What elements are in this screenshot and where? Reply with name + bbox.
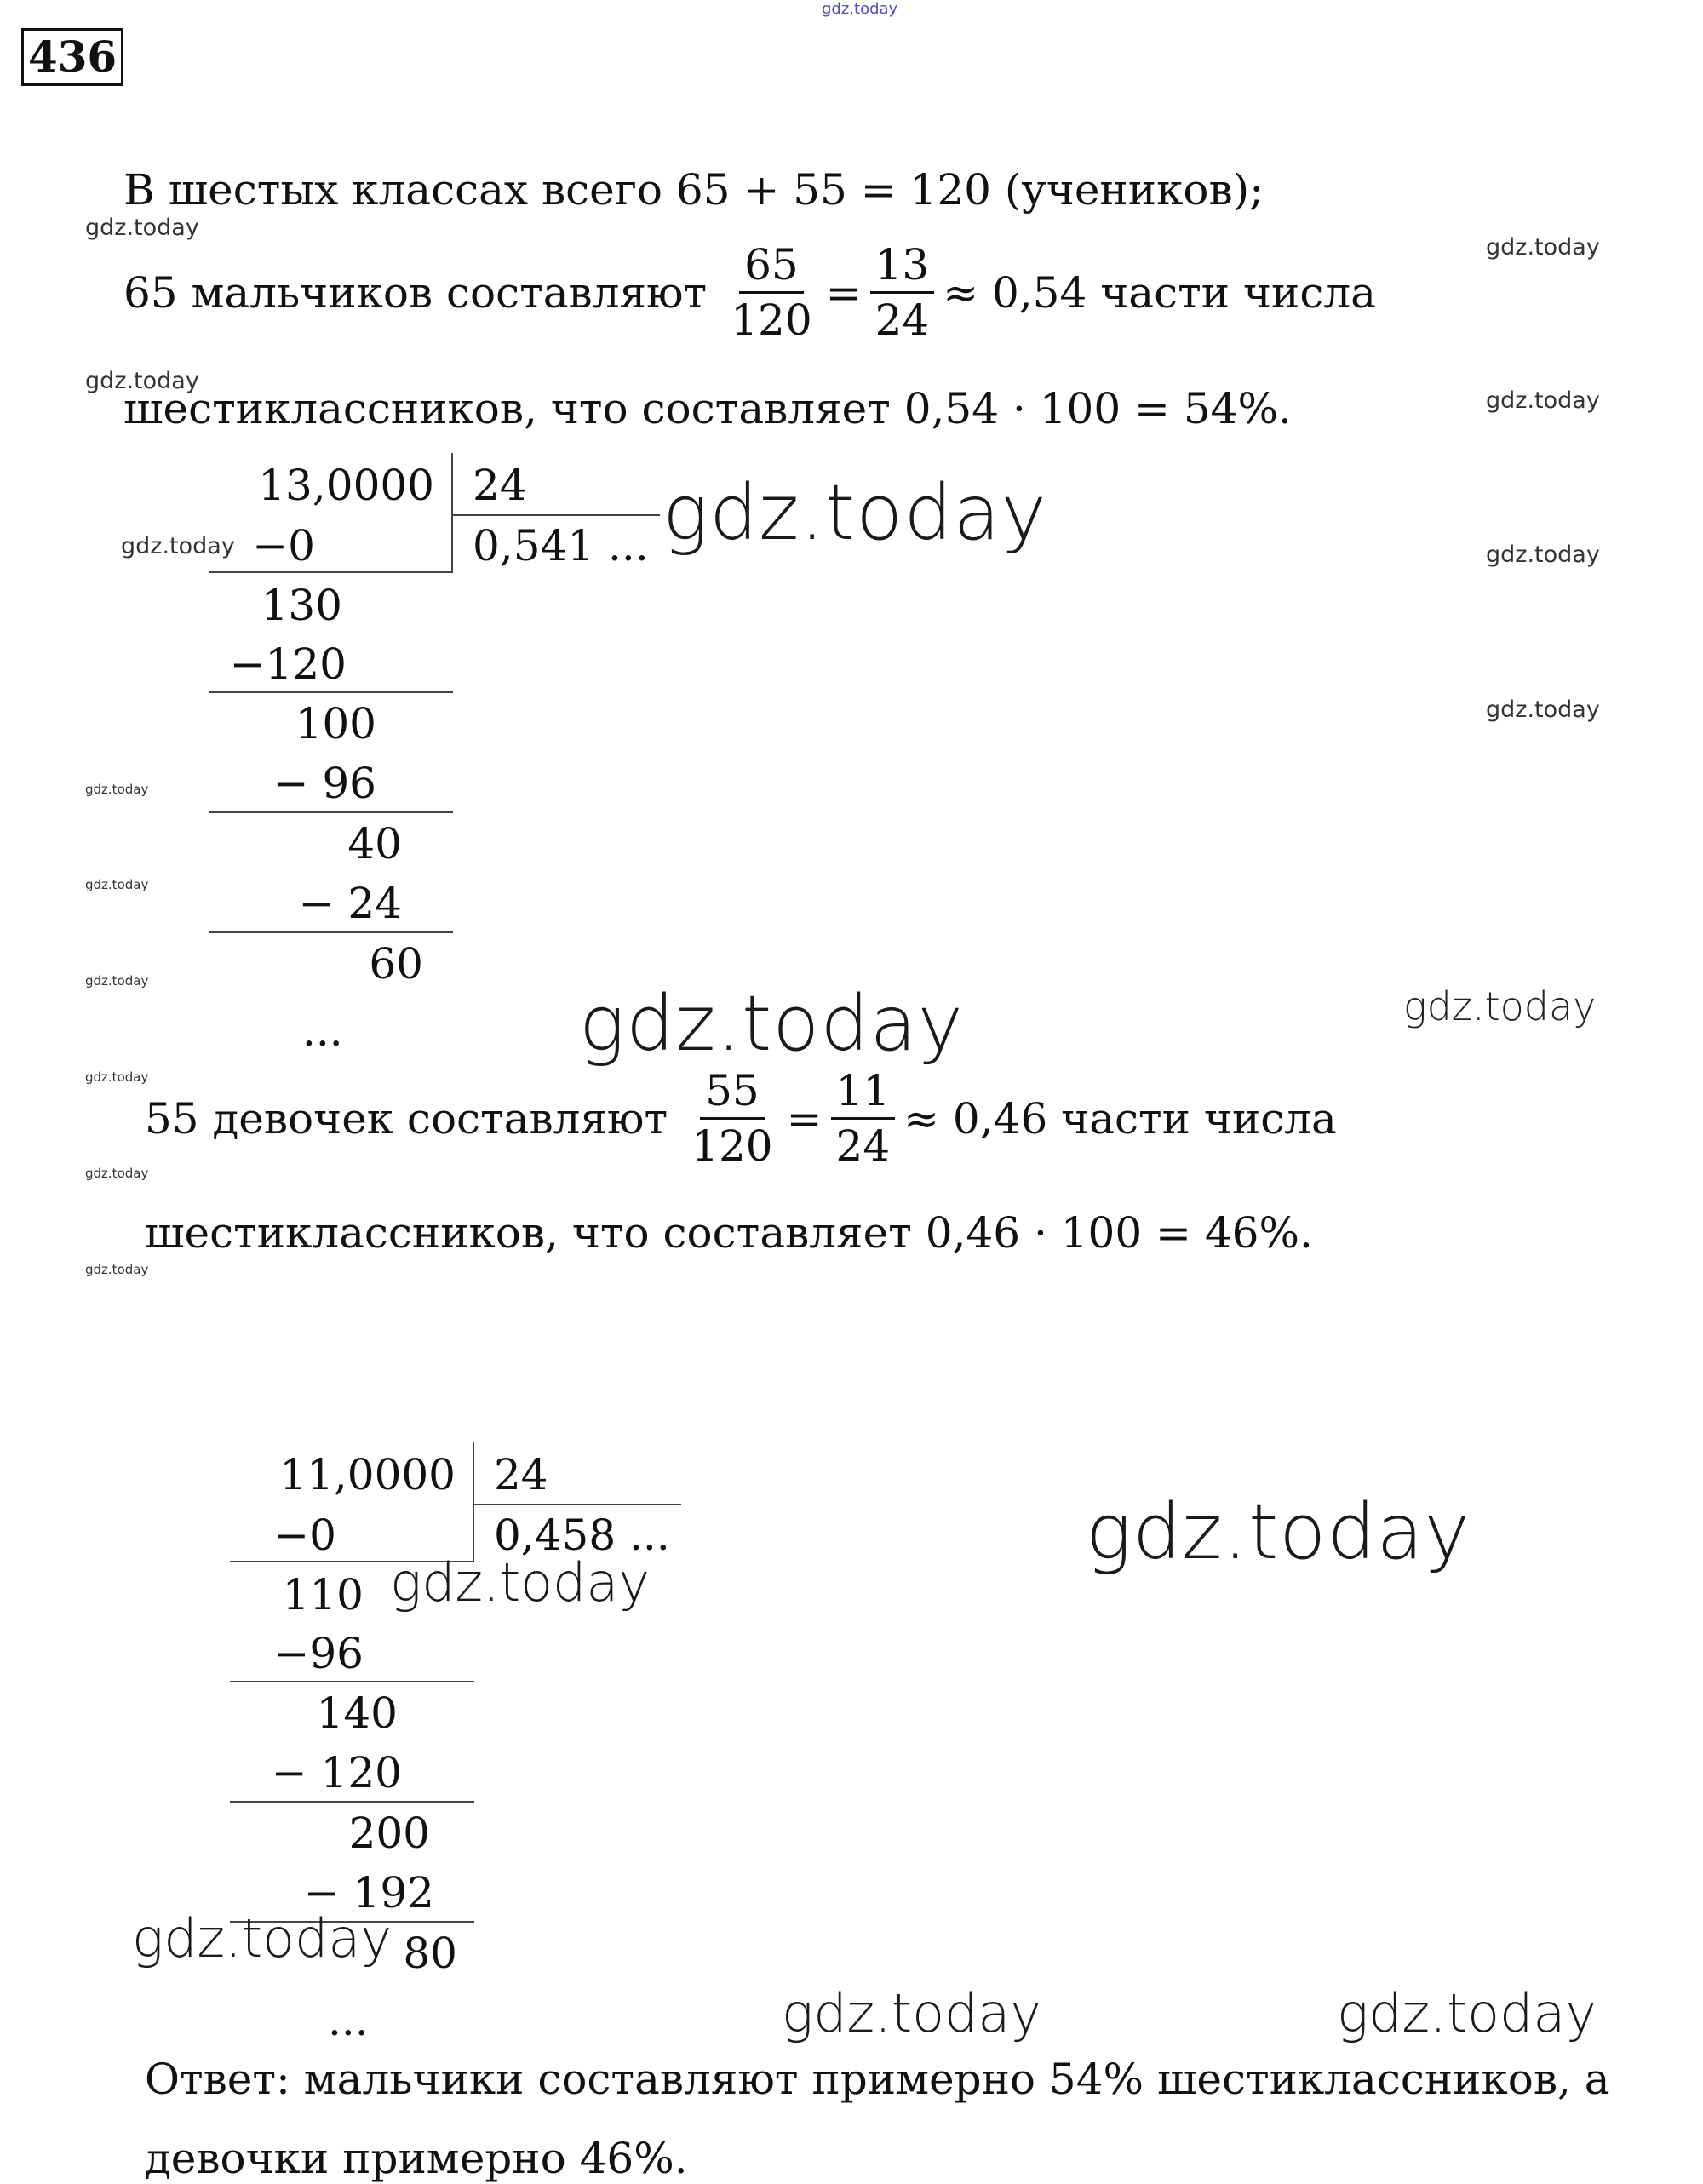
watermark-8: gdz.today xyxy=(1486,696,1600,723)
div1-step-8: 60 xyxy=(369,939,423,989)
boys-frac1-num: 65 xyxy=(739,238,804,294)
watermark-18: gdz.today xyxy=(390,1551,651,1614)
top-watermark: gdz.today xyxy=(822,0,898,18)
div2-step-9: ... xyxy=(328,1996,369,2045)
watermark-12: gdz.today xyxy=(579,979,964,1069)
div1-rule-4 xyxy=(209,931,453,933)
answer-line-2: девочки примерно 46%. xyxy=(145,2134,688,2183)
boys-fraction-line xyxy=(123,238,1376,347)
watermark-13: gdz.today xyxy=(1403,983,1597,1029)
girls-frac2-den: 24 xyxy=(835,1121,891,1171)
girls-suffix: ≈ 0,46 части числа xyxy=(903,1093,1337,1144)
boys-prefix: 65 мальчиков составляют xyxy=(123,267,708,318)
div1-rule-2 xyxy=(209,691,453,693)
boys-suffix: ≈ 0,54 части числа xyxy=(943,267,1376,318)
div2-step-7: − 192 xyxy=(303,1868,434,1917)
girls-eq: = xyxy=(786,1093,823,1144)
watermark-17: gdz.today xyxy=(1086,1488,1471,1577)
div1-quotient-rule xyxy=(451,514,660,516)
div2-quotient-rule xyxy=(473,1504,681,1505)
boys-fraction-2 xyxy=(870,238,935,347)
watermark-10: gdz.today xyxy=(85,877,149,892)
watermark-1: gdz.today xyxy=(85,215,199,241)
div1-rule-3 xyxy=(209,811,453,813)
watermark-19: gdz.today xyxy=(132,1907,393,1969)
div2-step-5: − 120 xyxy=(271,1748,402,1797)
div2-step-6: 200 xyxy=(348,1809,430,1858)
girls-frac1-num: 55 xyxy=(700,1064,765,1120)
watermark-5: gdz.today xyxy=(121,533,235,559)
watermark-2: gdz.today xyxy=(1486,234,1600,261)
watermark-11: gdz.today xyxy=(85,973,149,989)
girls-frac2-num: 11 xyxy=(831,1064,896,1120)
watermark-14: gdz.today xyxy=(85,1069,149,1085)
div2-rule-3 xyxy=(230,1801,474,1803)
div1-rule-1 xyxy=(209,571,453,573)
boys-frac1-den: 120 xyxy=(731,295,812,345)
div2-step-4: 140 xyxy=(316,1688,398,1738)
girls-frac1-den: 120 xyxy=(691,1121,773,1171)
watermark-20: gdz.today xyxy=(782,1982,1042,2044)
girls-prefix: 55 девочек составляют xyxy=(145,1093,668,1144)
girls-percent-line: шестиклассников, что составляет 0,46 · 100 = 46%. xyxy=(145,1208,1313,1258)
boys-frac2-num: 13 xyxy=(870,238,935,294)
div2-vertical-rule xyxy=(473,1442,474,1562)
div1-step-7: − 24 xyxy=(298,879,402,928)
div1-quotient: 0,541 ... xyxy=(473,521,649,570)
watermark-16: gdz.today xyxy=(85,1262,149,1277)
div2-step-2: 110 xyxy=(282,1570,364,1619)
div1-step-3: −120 xyxy=(229,639,347,689)
div1-dividend: 13,0000 xyxy=(258,461,434,510)
div1-step-1: −0 xyxy=(252,521,315,570)
watermark-4: gdz.today xyxy=(1486,387,1600,414)
div2-dividend: 11,0000 xyxy=(279,1450,456,1499)
intro-line: В шестых классах всего 65 + 55 = 120 (учеников); xyxy=(123,165,1264,215)
div2-step-3: −96 xyxy=(273,1629,364,1678)
answer-line-1: Ответ: мальчики составляют примерно 54% шестиклассников, а xyxy=(145,2055,1610,2104)
watermark-7: gdz.today xyxy=(1486,542,1600,568)
boys-percent-line: шестиклассников, что составляет 0,54 · 100 = 54%. xyxy=(123,384,1292,433)
div2-step-8: 80 xyxy=(403,1929,457,1978)
div2-step-1: −0 xyxy=(273,1510,336,1560)
task-number: 436 xyxy=(21,28,123,86)
div1-divisor: 24 xyxy=(473,461,527,510)
boys-frac2-den: 24 xyxy=(874,295,930,345)
girls-fraction-1 xyxy=(686,1064,777,1172)
girls-fraction-line xyxy=(145,1064,1337,1172)
div2-divisor: 24 xyxy=(494,1450,548,1499)
div1-step-4: 100 xyxy=(295,699,376,748)
div2-quotient: 0,458 ... xyxy=(494,1510,670,1560)
div1-step-9: ... xyxy=(302,1006,343,1056)
girls-fraction-2 xyxy=(831,1064,896,1172)
div1-step-6: 40 xyxy=(347,819,402,868)
div1-step-5: − 96 xyxy=(272,759,376,808)
div1-step-2: 130 xyxy=(261,581,342,630)
boys-eq: = xyxy=(825,267,862,318)
watermark-9: gdz.today xyxy=(85,782,149,797)
watermark-15: gdz.today xyxy=(85,1166,149,1181)
watermark-6: gdz.today xyxy=(662,468,1047,558)
watermark-3: gdz.today xyxy=(85,368,199,394)
div2-rule-2 xyxy=(230,1681,474,1682)
div1-vertical-rule xyxy=(451,453,453,572)
watermark-21: gdz.today xyxy=(1337,1982,1597,2044)
boys-fraction-1 xyxy=(725,238,817,347)
